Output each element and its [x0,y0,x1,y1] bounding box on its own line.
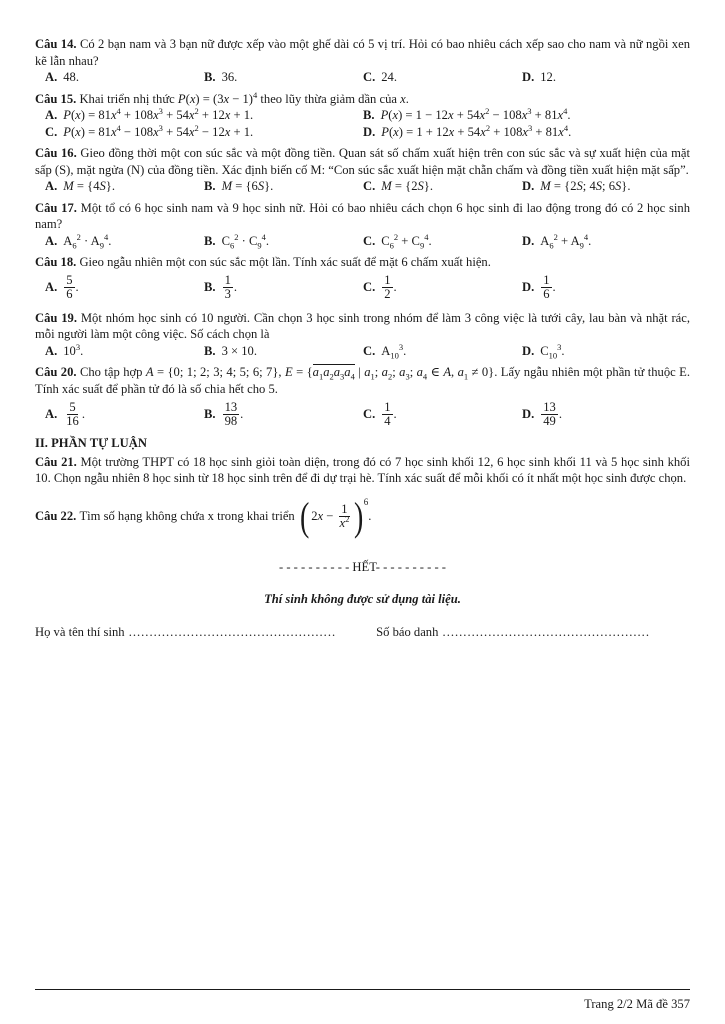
fraction: $\frac{5}{16}$ [66,399,79,428]
option-a: A. $A_6^2 \cdot A_9^4$. [45,231,112,251]
question-22: Câu 22. Tìm số hạng không chứa x trong khai triển ( 2x − $\frac{1}{x^2}$ ) 6 . [35,493,372,539]
fraction: $\frac{13}{49}$ [543,399,556,428]
footer-divider [35,989,690,990]
options-14 [35,69,690,86]
end-marker: - - - - - - - - - - HẾT- - - - - - - - - - [278,559,447,574]
option-a: A. $P(x) = 81x^4 + 108x^3 + 54x^2 + 12x + 1$. [45,105,254,122]
option-a: A. $\frac{5}{6}$ . [45,273,79,301]
right-paren: ) [354,493,364,539]
fraction: $\frac{1}{2}$ [384,273,391,301]
option-b: B. $\frac{1}{3}$ . [204,273,238,301]
option-c: C. $\frac{1}{2}$ . [363,273,397,301]
exam-page [35,36,690,640]
fraction: $\frac{5}{6}$ [66,273,73,301]
question-15: Câu 15. Khai triển nhị thức $P(x) = (3x - 1)^4$ theo lũy thừa giảm dần của x. [35,89,409,106]
option-b: B. $C_6^2 \cdot C_9^4$. [204,231,270,251]
fraction: $\frac{1}{x^2}$ [339,502,350,530]
fraction: $\frac{1}{6}$ [543,273,550,301]
option-d: D. $C_{10}^3$. [522,341,565,361]
question-19: Câu 19. Một nhóm học sinh có 10 người. Cần chọn 3 học sinh trong nhóm để làm 3 công việc là tưới cây, lau bàn và nhặt rác, mỗi người làm một công việc. Số cách chọn là [35,310,691,341]
option-c: C. $A_{10}^3$. [363,341,407,361]
option-d: D. $P(x) = 1 + 12x + 54x^2 + 108x^3 + 81x^4$. [363,122,572,139]
options-18 [35,271,690,305]
option-c: C. M = {2S}. [363,179,433,193]
option-a: A. $\frac{5}{16}$ . [45,399,85,428]
option-d: D. $A_6^2 + A_9^4$. [522,231,592,251]
options-15-row1 [35,107,690,124]
option-d: D. M = {2S; 4S; 6S}. [522,179,631,193]
option-a: A. 48. [45,70,79,84]
option-b: B. 3 × 10. [204,343,258,358]
option-c: C. $C_6^2 + C_9^4$. [363,231,432,251]
option-a: A. $10^3$. [45,341,84,358]
left-paren: ( [299,493,310,539]
section-heading: II. PHẦN TỰ LUẬN [35,436,147,450]
option-d: D. $\frac{13}{49}$ . [522,399,562,428]
sbd-label: Số báo danh [376,624,439,639]
fraction: $\frac{1}{4}$ [384,399,391,428]
option-b: B. $P(x) = 1 - 12x + 54x^2 - 108x^3 + 81x^4$. [363,105,571,122]
options-19 [35,343,690,360]
question-16: Câu 16. Gieo đồng thời một con súc sắc và một đồng tiền. Quan sát số chấm xuất hiện trên con súc sắc và sự xuất hiện của mặt sấp (S), mặt ngửa (N) của đồng tiền. Xác định biến cố M: “Con súc sắc xuất hiện mặt chẵn chấm và đồng tiền xuất hiện mặt sấp”. [35,146,690,177]
page-footer: Trang 2/2 Mã đề 357 [584,997,690,1011]
option-b: B. 36. [204,70,238,84]
option-c: C. $\frac{1}{4}$ . [363,399,397,428]
question-21: Câu 21. Một trường THPT có 18 học sinh giỏi toàn diện, trong đó có 7 học sinh khối 12, 6 học sinh khối 11 và 5 học sinh khối 10. Chọn ngẫu nhiên 8 học sinh từ 18 học sinh trên để đi dự trại hè. Tính xác suất để mỗi khối có ít nhất một học sinh được chọn. [35,454,690,485]
options-20 [35,397,690,431]
options-15-row2 [35,124,690,141]
options-16 [35,178,690,195]
question-text: Có 2 bạn nam và 3 bạn nữ được xếp vào một ghế dài có 5 vị trí. Hỏi có bao nhiêu cách xếp sao cho nam và nữ ngồi xen kẽ lẫn nhau? [35,37,690,68]
candidate-info [35,624,690,641]
name-dots: .................................................. [124,624,337,639]
option-a: A. M = {4S}. [45,179,115,193]
option-d: D. $\frac{1}{6}$ . [522,273,556,301]
options-17 [35,233,690,250]
question-14 [35,36,690,69]
option-b: B. M = {6S}. [204,179,274,193]
option-b: B. $\frac{13}{98}$ . [204,399,244,428]
fraction: $\frac{1}{3}$ [224,273,231,301]
exam-note: Thí sinh không được sử dụng tài liệu. [264,592,461,606]
question-number: Câu 14. [35,37,77,51]
name-label: Họ và tên thí sinh [35,624,125,639]
option-d: D. 12. [522,70,556,84]
option-c: C. $P(x) = 81x^4 - 108x^3 + 54x^2 - 12x + 1$. [45,122,254,139]
question-20: Câu 20. Cho tập hợp A = {0; 1; 2; 3; 4; 5; 6; 7}, $E = \{a_1a_2a_3a_4$ | $a_1$; $a_2$; $a_3$; $a_4$ ∈ A, $a_1 \ne 0$}. Lấy ngẫu nhiên một phần tử thuộc E. Tính xác suất để phần tử đó là số chia hết cho 5. [35,365,690,396]
question-17: Câu 17. Một tổ có 6 học sinh nam và 9 học sinh nữ. Hỏi có bao nhiêu cách chọn 6 học sinh đi lao động trong đó có 2 học sinh nam? [35,200,690,231]
fraction: $\frac{13}{98}$ [224,399,238,428]
sbd-dots: .................................................. [438,624,650,639]
question-18: Câu 18. Gieo ngẫu nhiên một con súc sắc một lần. Tính xác suất để mặt 6 chấm xuất hiện. [35,255,491,269]
option-c: C. 24. [363,70,397,84]
